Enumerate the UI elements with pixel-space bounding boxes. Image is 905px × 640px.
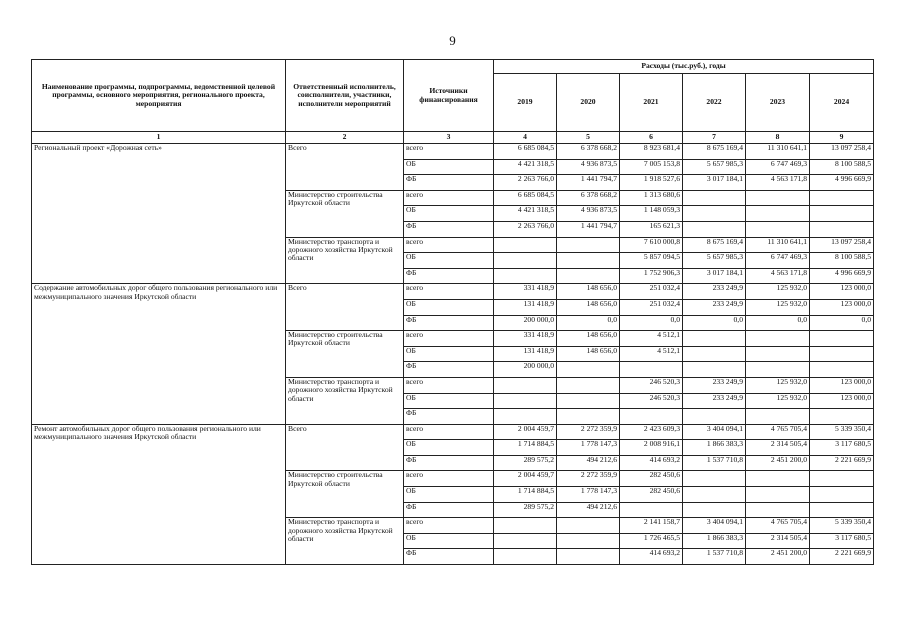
amount-cell — [746, 190, 810, 206]
funding-source: ФБ — [404, 409, 494, 425]
amount-cell — [810, 331, 874, 347]
funding-source: ФБ — [404, 362, 494, 378]
amount-cell: 125 932,0 — [746, 299, 810, 315]
amount-cell: 6 378 668,2 — [557, 190, 620, 206]
amount-cell — [683, 409, 746, 425]
amount-cell — [810, 502, 874, 518]
executor-cell: Министерство транспорта и дорожного хозяйства Иркутской области — [286, 518, 404, 565]
header-year: 2020 — [557, 74, 620, 132]
amount-cell — [557, 237, 620, 253]
amount-cell — [557, 268, 620, 284]
amount-cell — [746, 502, 810, 518]
amount-cell — [810, 221, 874, 237]
section-name: Региональный проект «Дорожная сеть» — [32, 144, 286, 284]
amount-cell: 4 563 171,8 — [746, 175, 810, 191]
amount-cell — [620, 362, 683, 378]
amount-cell: 200 000,0 — [494, 362, 557, 378]
amount-cell: 2 451 200,0 — [746, 455, 810, 471]
amount-cell: 5 857 094,5 — [620, 253, 683, 269]
amount-cell: 125 932,0 — [746, 284, 810, 300]
amount-cell — [810, 206, 874, 222]
amount-cell: 1 537 710,8 — [683, 549, 746, 565]
amount-cell — [810, 487, 874, 503]
header-sources: Источники финансирования — [404, 60, 494, 132]
funding-source: ОБ — [404, 159, 494, 175]
amount-cell: 131 418,9 — [494, 346, 557, 362]
amount-cell — [746, 362, 810, 378]
funding-source: всего — [404, 284, 494, 300]
amount-cell: 233 249,9 — [683, 393, 746, 409]
amount-cell — [494, 377, 557, 393]
column-number: 1 — [32, 132, 286, 144]
amount-cell: 4 512,1 — [620, 331, 683, 347]
amount-cell — [494, 533, 557, 549]
amount-cell — [494, 409, 557, 425]
amount-cell — [683, 221, 746, 237]
funding-source: ОБ — [404, 487, 494, 503]
amount-cell — [746, 409, 810, 425]
table-row — [32, 424, 874, 440]
amount-cell — [746, 471, 810, 487]
amount-cell — [494, 518, 557, 534]
amount-cell: 3 404 094,1 — [683, 518, 746, 534]
amount-cell: 4 936 873,5 — [557, 206, 620, 222]
header-year: 2022 — [683, 74, 746, 132]
amount-cell: 125 932,0 — [746, 393, 810, 409]
amount-cell: 200 000,0 — [494, 315, 557, 331]
executor-cell: Всего — [286, 144, 404, 191]
amount-cell: 4 765 705,4 — [746, 424, 810, 440]
amount-cell — [557, 409, 620, 425]
executor-cell: Министерство строительства Иркутской области — [286, 331, 404, 378]
amount-cell: 7 005 153,8 — [620, 159, 683, 175]
amount-cell: 123 000,0 — [810, 299, 874, 315]
amount-cell: 2 263 766,0 — [494, 175, 557, 191]
amount-cell — [494, 393, 557, 409]
amount-cell: 123 000,0 — [810, 284, 874, 300]
amount-cell: 13 097 258,4 — [810, 144, 874, 160]
amount-cell — [557, 377, 620, 393]
column-number: 2 — [286, 132, 404, 144]
amount-cell — [557, 253, 620, 269]
funding-source: ФБ — [404, 502, 494, 518]
funding-source: всего — [404, 331, 494, 347]
amount-cell: 4 996 669,9 — [810, 268, 874, 284]
amount-cell: 0,0 — [557, 315, 620, 331]
amount-cell: 148 656,0 — [557, 346, 620, 362]
amount-cell: 123 000,0 — [810, 393, 874, 409]
amount-cell — [810, 362, 874, 378]
column-number: 5 — [557, 132, 620, 144]
amount-cell: 1 778 147,3 — [557, 487, 620, 503]
column-number: 7 — [683, 132, 746, 144]
amount-cell: 8 100 588,5 — [810, 159, 874, 175]
amount-cell: 1 441 794,7 — [557, 221, 620, 237]
amount-cell — [557, 393, 620, 409]
amount-cell — [683, 487, 746, 503]
amount-cell: 6 747 469,3 — [746, 253, 810, 269]
column-number: 9 — [810, 132, 874, 144]
amount-cell: 1 918 527,6 — [620, 175, 683, 191]
amount-cell: 1 752 906,3 — [620, 268, 683, 284]
amount-cell: 7 610 000,8 — [620, 237, 683, 253]
amount-cell: 1 714 884,5 — [494, 440, 557, 456]
funding-source: всего — [404, 424, 494, 440]
amount-cell: 3 117 680,5 — [810, 533, 874, 549]
funding-source: всего — [404, 518, 494, 534]
header-year: 2023 — [746, 74, 810, 132]
amount-cell — [746, 487, 810, 503]
funding-source: всего — [404, 471, 494, 487]
amount-cell: 4 512,1 — [620, 346, 683, 362]
executor-cell: Всего — [286, 424, 404, 471]
amount-cell — [746, 221, 810, 237]
amount-cell: 233 249,9 — [683, 284, 746, 300]
amount-cell: 251 032,4 — [620, 284, 683, 300]
amount-cell — [494, 549, 557, 565]
amount-cell: 6 685 084,5 — [494, 144, 557, 160]
amount-cell: 1 441 794,7 — [557, 175, 620, 191]
amount-cell: 331 418,9 — [494, 331, 557, 347]
amount-cell: 2 263 766,0 — [494, 221, 557, 237]
amount-cell: 414 693,2 — [620, 455, 683, 471]
amount-cell: 165 621,3 — [620, 221, 683, 237]
amount-cell: 13 097 258,4 — [810, 237, 874, 253]
amount-cell: 1 726 465,5 — [620, 533, 683, 549]
amount-cell: 1 148 059,3 — [620, 206, 683, 222]
funding-source: ОБ — [404, 206, 494, 222]
amount-cell: 5 657 985,3 — [683, 253, 746, 269]
funding-source: всего — [404, 377, 494, 393]
column-number: 3 — [404, 132, 494, 144]
amount-cell: 414 693,2 — [620, 549, 683, 565]
funding-source: ОБ — [404, 393, 494, 409]
amount-cell — [810, 471, 874, 487]
funding-source: ОБ — [404, 440, 494, 456]
amount-cell: 2 451 200,0 — [746, 549, 810, 565]
header-executor: Ответственный исполнитель, соисполнители, участники, исполнители мероприятий — [286, 60, 404, 132]
amount-cell — [557, 518, 620, 534]
amount-cell: 8 675 169,4 — [683, 237, 746, 253]
amount-cell — [683, 206, 746, 222]
page-number: 9 — [449, 33, 456, 48]
amount-cell — [494, 253, 557, 269]
amount-cell: 5 339 350,4 — [810, 424, 874, 440]
funding-source: всего — [404, 237, 494, 253]
amount-cell — [620, 502, 683, 518]
executor-cell: Всего — [286, 284, 404, 331]
funding-source: ФБ — [404, 175, 494, 191]
amount-cell: 148 656,0 — [557, 299, 620, 315]
amount-cell: 282 450,6 — [620, 471, 683, 487]
amount-cell — [683, 190, 746, 206]
amount-cell: 1 866 383,3 — [683, 440, 746, 456]
amount-cell: 5 339 350,4 — [810, 518, 874, 534]
amount-cell: 233 249,9 — [683, 299, 746, 315]
amount-cell: 4 936 873,5 — [557, 159, 620, 175]
header-program: Наименование программы, подпрограммы, ведомственной целевой программы, основного мероприятия, регионального проекта, мероприятия — [32, 60, 286, 132]
amount-cell: 4 421 318,5 — [494, 159, 557, 175]
amount-cell: 246 520,3 — [620, 377, 683, 393]
amount-cell — [810, 190, 874, 206]
amount-cell — [746, 331, 810, 347]
amount-cell: 1 866 383,3 — [683, 533, 746, 549]
amount-cell: 3 017 184,1 — [683, 175, 746, 191]
column-number: 8 — [746, 132, 810, 144]
amount-cell — [557, 533, 620, 549]
amount-cell: 2 004 459,7 — [494, 471, 557, 487]
amount-cell: 5 657 985,3 — [683, 159, 746, 175]
amount-cell: 2 221 669,9 — [810, 455, 874, 471]
amount-cell: 6 747 469,3 — [746, 159, 810, 175]
table-row — [32, 144, 874, 160]
amount-cell: 3 404 094,1 — [683, 424, 746, 440]
executor-cell: Министерство строительства Иркутской области — [286, 190, 404, 237]
amount-cell: 2 272 359,9 — [557, 471, 620, 487]
amount-cell — [557, 549, 620, 565]
funding-source: всего — [404, 144, 494, 160]
amount-cell: 0,0 — [810, 315, 874, 331]
amount-cell: 4 563 171,8 — [746, 268, 810, 284]
header-year: 2021 — [620, 74, 683, 132]
amount-cell: 2 004 459,7 — [494, 424, 557, 440]
amount-cell: 125 932,0 — [746, 377, 810, 393]
amount-cell: 0,0 — [620, 315, 683, 331]
amount-cell: 1 778 147,3 — [557, 440, 620, 456]
funding-source: ФБ — [404, 549, 494, 565]
funding-source: ОБ — [404, 299, 494, 315]
amount-cell: 2 314 505,4 — [746, 533, 810, 549]
amount-cell: 8 675 169,4 — [683, 144, 746, 160]
header-year: 2019 — [494, 74, 557, 132]
amount-cell: 148 656,0 — [557, 331, 620, 347]
amount-cell — [683, 331, 746, 347]
amount-cell: 4 765 705,4 — [746, 518, 810, 534]
section-name: Ремонт автомобильных дорог общего пользования регионального или межмуниципального значения Иркутской области — [32, 424, 286, 564]
amount-cell — [683, 362, 746, 378]
funding-source: ФБ — [404, 315, 494, 331]
amount-cell — [683, 471, 746, 487]
amount-cell: 3 117 680,5 — [810, 440, 874, 456]
amount-cell: 289 575,2 — [494, 502, 557, 518]
amount-cell: 6 378 668,2 — [557, 144, 620, 160]
budget-table — [31, 59, 874, 565]
amount-cell: 233 249,9 — [683, 377, 746, 393]
amount-cell — [557, 362, 620, 378]
funding-source: ОБ — [404, 253, 494, 269]
header-expenses: Расходы (тыс.руб.), годы — [494, 60, 874, 74]
amount-cell: 289 575,2 — [494, 455, 557, 471]
funding-source: ФБ — [404, 455, 494, 471]
amount-cell — [746, 206, 810, 222]
amount-cell: 11 310 641,1 — [746, 144, 810, 160]
amount-cell: 8 923 681,4 — [620, 144, 683, 160]
executor-cell: Министерство транспорта и дорожного хозяйства Иркутской области — [286, 237, 404, 284]
executor-cell: Министерство строительства Иркутской области — [286, 471, 404, 518]
amount-cell: 2 141 158,7 — [620, 518, 683, 534]
funding-source: ФБ — [404, 268, 494, 284]
amount-cell: 494 212,6 — [557, 502, 620, 518]
amount-cell: 148 656,0 — [557, 284, 620, 300]
amount-cell — [810, 409, 874, 425]
amount-cell: 2 008 916,1 — [620, 440, 683, 456]
amount-cell: 2 272 359,9 — [557, 424, 620, 440]
funding-source: ОБ — [404, 346, 494, 362]
amount-cell: 2 423 609,3 — [620, 424, 683, 440]
amount-cell: 123 000,0 — [810, 377, 874, 393]
amount-cell: 0,0 — [683, 315, 746, 331]
amount-cell: 4 421 318,5 — [494, 206, 557, 222]
amount-cell — [683, 346, 746, 362]
amount-cell: 8 100 588,5 — [810, 253, 874, 269]
amount-cell: 3 017 184,1 — [683, 268, 746, 284]
amount-cell — [683, 502, 746, 518]
amount-cell — [494, 268, 557, 284]
amount-cell: 1 714 884,5 — [494, 487, 557, 503]
funding-source: ОБ — [404, 533, 494, 549]
amount-cell: 246 520,3 — [620, 393, 683, 409]
amount-cell: 11 310 641,1 — [746, 237, 810, 253]
executor-cell: Министерство транспорта и дорожного хозяйства Иркутской области — [286, 377, 404, 424]
amount-cell: 331 418,9 — [494, 284, 557, 300]
amount-cell — [620, 409, 683, 425]
table-row — [32, 284, 874, 300]
column-number: 4 — [494, 132, 557, 144]
amount-cell: 131 418,9 — [494, 299, 557, 315]
amount-cell: 251 032,4 — [620, 299, 683, 315]
amount-cell: 2 314 505,4 — [746, 440, 810, 456]
amount-cell — [494, 237, 557, 253]
amount-cell: 0,0 — [746, 315, 810, 331]
amount-cell: 494 212,6 — [557, 455, 620, 471]
amount-cell: 282 450,6 — [620, 487, 683, 503]
amount-cell — [746, 346, 810, 362]
amount-cell: 1 313 680,6 — [620, 190, 683, 206]
amount-cell: 2 221 669,9 — [810, 549, 874, 565]
column-number: 6 — [620, 132, 683, 144]
amount-cell: 6 685 084,5 — [494, 190, 557, 206]
funding-source: всего — [404, 190, 494, 206]
amount-cell: 4 996 669,9 — [810, 175, 874, 191]
header-year: 2024 — [810, 74, 874, 132]
funding-source: ФБ — [404, 221, 494, 237]
amount-cell: 1 537 710,8 — [683, 455, 746, 471]
amount-cell — [810, 346, 874, 362]
section-name: Содержание автомобильных дорог общего пользования регионального или межмуниципального значения Иркутской области — [32, 284, 286, 424]
